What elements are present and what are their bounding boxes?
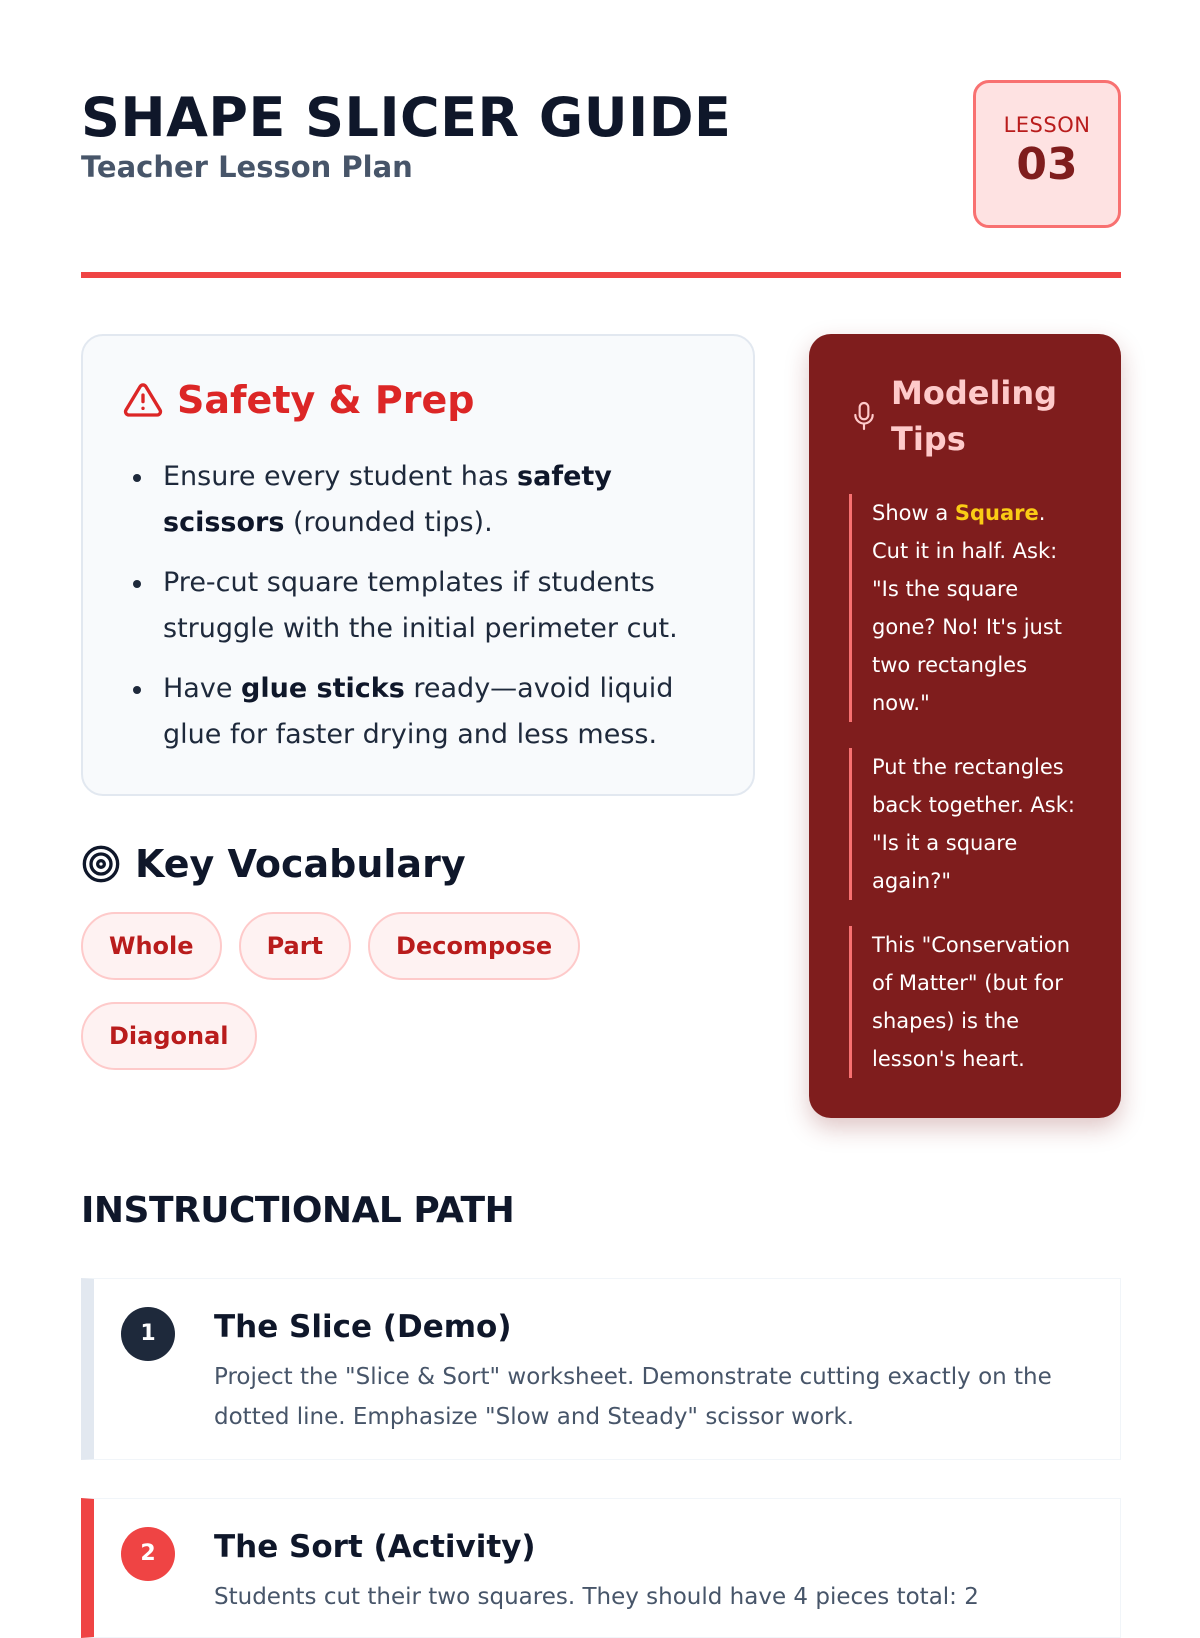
vocab-chip-whole: Whole bbox=[81, 912, 222, 980]
tips-title: Modeling Tips bbox=[891, 374, 1058, 458]
path-step bbox=[81, 1278, 1121, 1460]
step-description: Students cut their two squares. They should have 4 pieces total: 2 bbox=[214, 1584, 979, 1610]
lesson-label: LESSON bbox=[1003, 113, 1091, 137]
safety-item bbox=[131, 454, 731, 546]
safety-heading bbox=[123, 378, 474, 422]
tip-highlight: Square bbox=[954, 501, 1039, 525]
tip-text: Put the rectangles back together. Ask: "Is it a square again?" bbox=[872, 755, 1075, 893]
vocabulary-chips bbox=[81, 912, 641, 1092]
step-number-badge: 2 bbox=[121, 1527, 175, 1581]
target-icon bbox=[81, 844, 121, 884]
page-title: SHAPE SLICER GUIDE bbox=[81, 86, 732, 149]
vocabulary-heading bbox=[81, 842, 466, 886]
safety-item-text: Ensure every student has bbox=[163, 461, 518, 492]
tip-item bbox=[849, 926, 1084, 1078]
microphone-icon bbox=[851, 399, 877, 433]
tip-text: . Cut it in half. Ask: "Is the square gone? No! It's just two rectangles now." bbox=[872, 501, 1063, 715]
modeling-tips-card bbox=[809, 334, 1121, 1118]
tip-text: This "Conservation of Matter" (but for shapes) is the lesson's heart. bbox=[872, 933, 1071, 1071]
path-step bbox=[81, 1498, 1121, 1638]
warning-triangle-icon bbox=[123, 380, 163, 420]
page-subtitle: Teacher Lesson Plan bbox=[81, 150, 413, 184]
vocab-chip-part: Part bbox=[239, 912, 351, 980]
step-number-badge: 1 bbox=[121, 1307, 175, 1361]
lesson-badge bbox=[973, 80, 1121, 228]
safety-item-text: Have bbox=[163, 673, 242, 704]
step-title: The Slice (Demo) bbox=[214, 1309, 512, 1345]
vocab-chip-diagonal: Diagonal bbox=[81, 1002, 257, 1070]
step-title: The Sort (Activity) bbox=[214, 1529, 536, 1565]
vocab-chip-decompose: Decompose bbox=[368, 912, 580, 980]
header-divider bbox=[81, 272, 1121, 278]
safety-item-text: Pre-cut square templates if students struggle with the initial perimeter cut. bbox=[163, 567, 678, 644]
tips-heading bbox=[851, 370, 1061, 462]
safety-item-text: (rounded tips). bbox=[284, 507, 493, 538]
header bbox=[81, 80, 1121, 280]
tip-text: Show a bbox=[872, 501, 955, 525]
lesson-number: 03 bbox=[1016, 139, 1078, 190]
safety-title: Safety & Prep bbox=[177, 378, 475, 422]
safety-item-emphasis: glue sticks bbox=[241, 673, 405, 704]
safety-list bbox=[131, 454, 731, 772]
tip-item bbox=[849, 494, 1084, 722]
safety-item bbox=[131, 666, 731, 758]
instructional-path-title: INSTRUCTIONAL PATH bbox=[81, 1190, 515, 1231]
safety-item bbox=[131, 560, 731, 652]
safety-item-text: ready—avoid liquid glue for faster drying and less mess. bbox=[163, 673, 674, 750]
safety-prep-card bbox=[81, 334, 755, 796]
step-description: Project the "Slice & Sort" worksheet. Demonstrate cutting exactly on the dotted line. Emphasize "Slow and Steady" scissor work. bbox=[214, 1364, 1052, 1430]
tip-item bbox=[849, 748, 1084, 900]
vocabulary-title: Key Vocabulary bbox=[135, 842, 466, 886]
lesson-plan-page bbox=[81, 0, 1121, 1610]
safety-item-emphasis: safety scissors bbox=[163, 461, 612, 538]
